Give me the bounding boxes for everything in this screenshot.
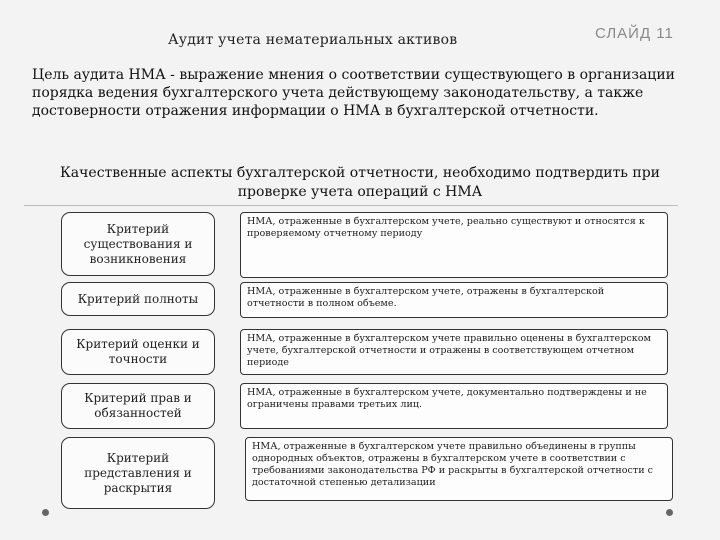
criterion-label: Критерий прав и обязанностей xyxy=(84,391,192,420)
audit-goal-text: Цель аудита НМА - выражение мнения о соответствии существующего в организации порядка ведения бухгалтерского учета действующему законодательству, а также достоверности отражения информации о НМА в бухгалтерской отчетности. xyxy=(32,67,675,119)
criterion-description-text: НМА, отраженные в бухгалтерском учете, реально существуют и относятся к проверяемому отчетному периоду xyxy=(247,216,645,239)
criterion-label: Критерий полноты xyxy=(77,291,199,306)
slide-title: Аудит учета нематериальных активов xyxy=(168,32,458,48)
criterion-rights-description xyxy=(240,383,668,429)
criterion-rights-box xyxy=(61,383,215,429)
criterion-description-text: НМА, отраженные в бухгалтерском учете правильно оценены в бухгалтерском учете, бухгалтерской отчетности и отражены в соответствующем отчетном периоде xyxy=(247,333,651,368)
corner-dot-left-icon xyxy=(42,509,49,516)
criterion-completeness-box xyxy=(61,282,215,316)
criterion-description-text: НМА, отраженные в бухгалтерском учете, отражены в бухгалтерской отчетности в полном объеме. xyxy=(247,286,605,309)
criterion-existence-description xyxy=(240,212,668,278)
criterion-label: Критерий представления и раскрытия xyxy=(84,450,192,495)
criterion-valuation-description xyxy=(240,329,668,375)
criterion-label: Критерий оценки и точности xyxy=(76,337,200,366)
criterion-description-text: НМА, отраженные в бухгалтерском учете правильно объединены в группы однородных объектов, отражены в бухгалтерском учете в соответствии с требованиями законодательства РФ и раскрыты в бухгалтерской отчетности с достаточной степенью детализации xyxy=(252,441,654,488)
criterion-description-text: НМА, отраженные в бухгалтерском учете, документально подтверждены и не ограничены правами третьих лиц. xyxy=(247,387,647,410)
criterion-existence-box xyxy=(61,212,215,276)
divider xyxy=(24,205,678,206)
criterion-completeness-description xyxy=(240,282,668,318)
criterion-presentation-box xyxy=(61,437,215,509)
criterion-valuation-box xyxy=(61,329,215,375)
slide-number: СЛАЙД 11 xyxy=(595,25,674,42)
criterion-presentation-description xyxy=(245,437,673,501)
criterion-label: Критерий существования и возникновения xyxy=(83,221,193,266)
corner-dot-right-icon xyxy=(666,509,673,516)
aspects-heading: Качественные аспекты бухгалтерской отчетности, необходимо подтвердить при проверке учета операций с НМА xyxy=(59,165,661,200)
